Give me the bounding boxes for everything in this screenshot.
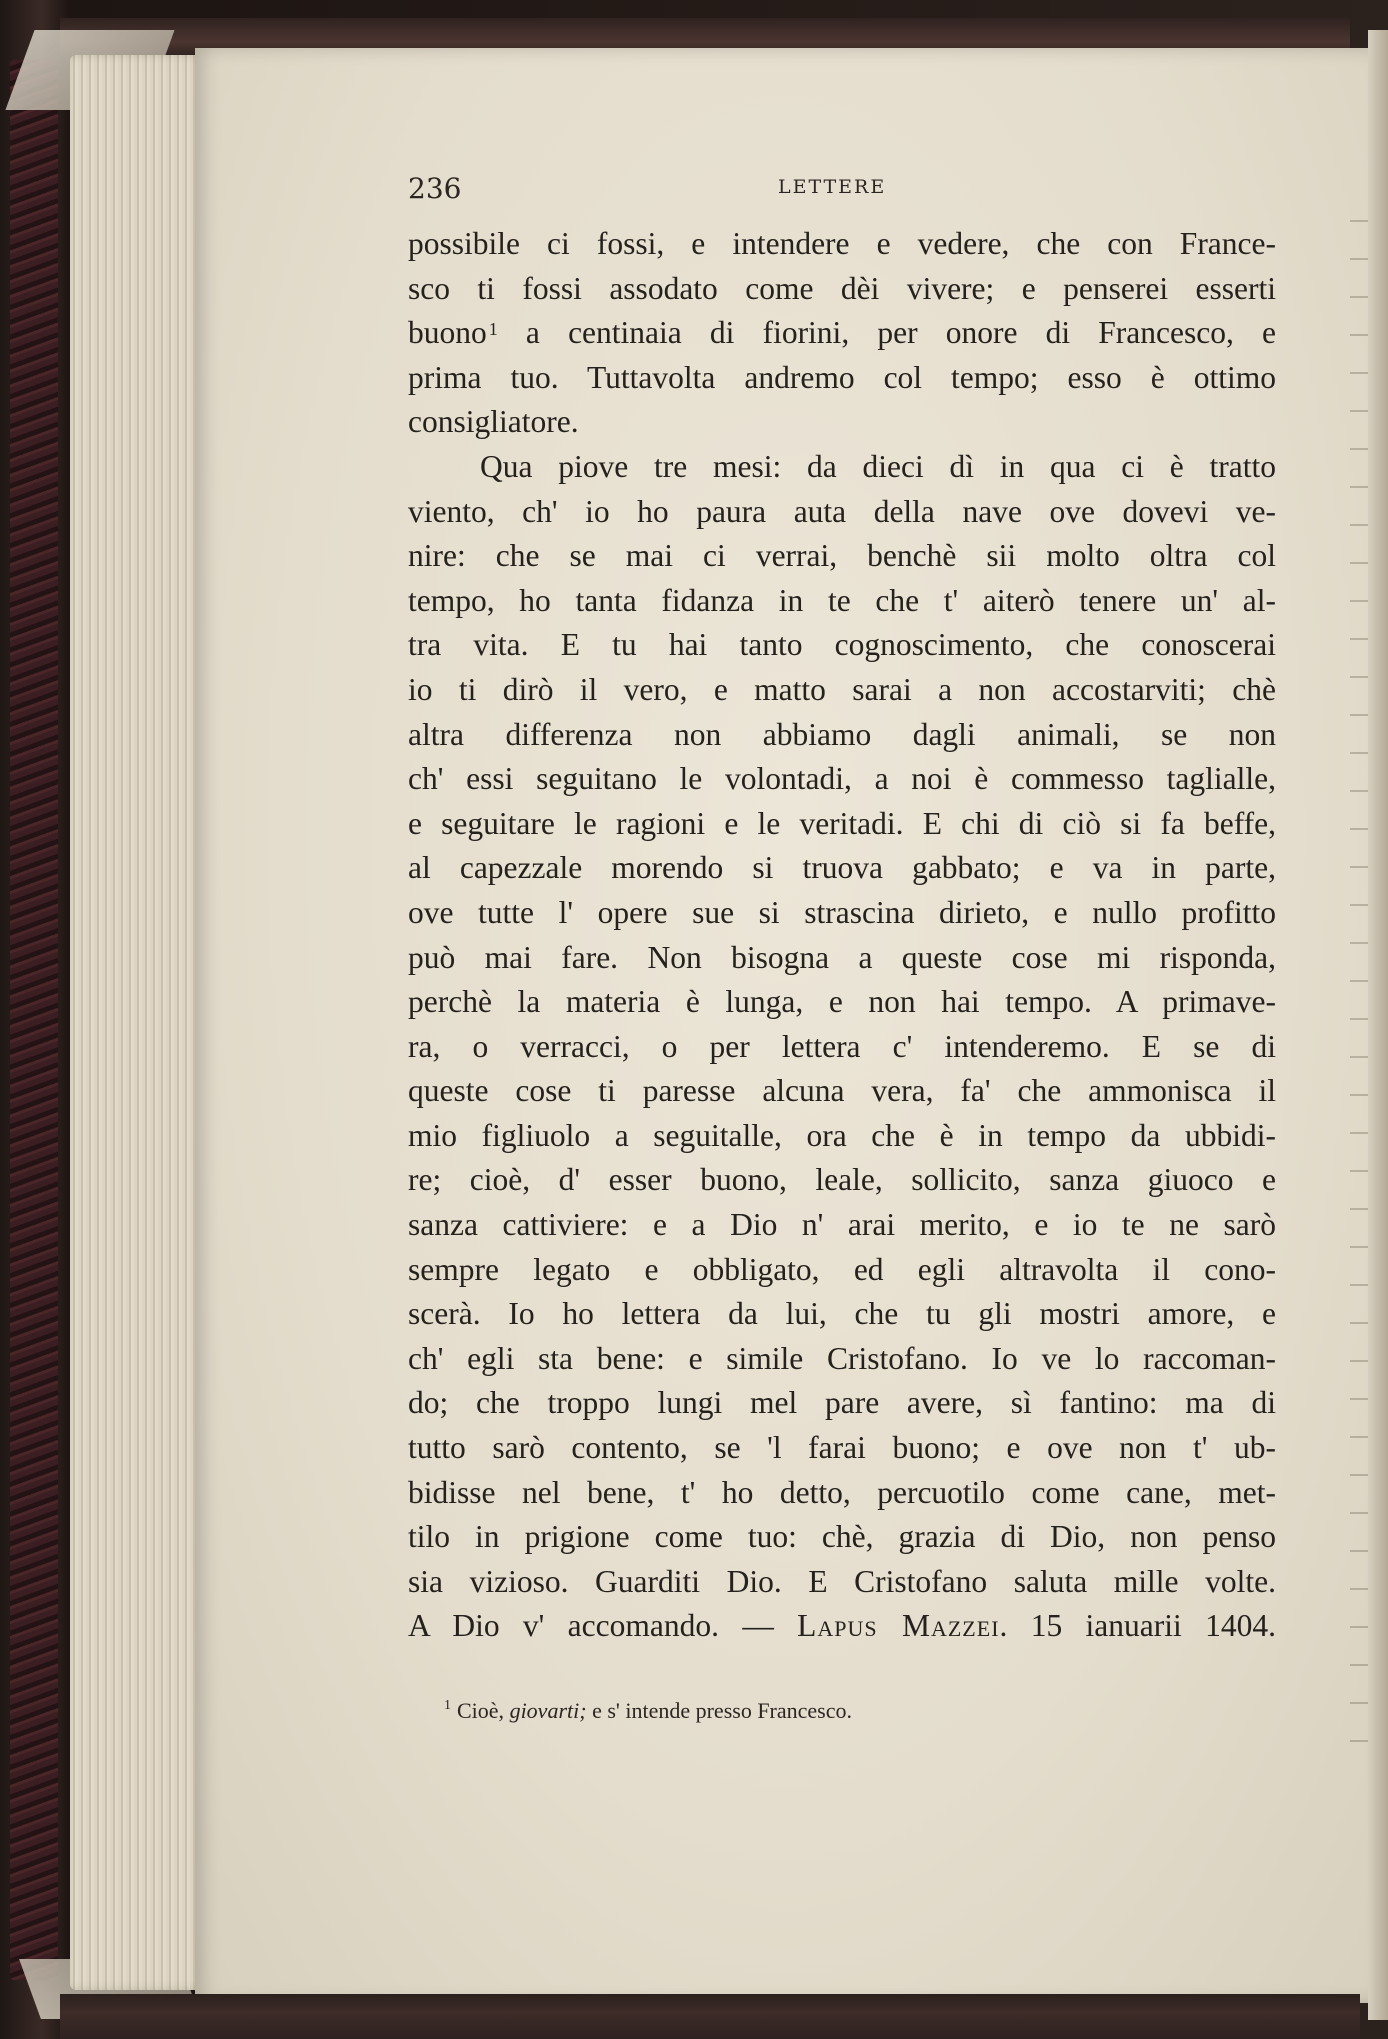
text-line: ove tutte l' opere sue si strascina dirieto, e nullo profitto bbox=[408, 894, 1276, 930]
facing-page-text-bleed bbox=[1350, 220, 1368, 1760]
bottom-binding-edge bbox=[60, 1994, 1360, 2039]
text-line: re; cioè, d' esser buono, leale, sollicito, sanza giuoco e bbox=[408, 1162, 1276, 1198]
text-line: io ti dirò il vero, e matto sarai a non accostarviti; chè bbox=[408, 671, 1276, 707]
text-line-with-footnote bbox=[408, 311, 1276, 356]
text-line: do; che troppo lungi mel pare avere, sì fantino: ma di bbox=[408, 1385, 1276, 1421]
text-line: mio figliuolo a seguitalle, ora che è in tempo da ubbidi- bbox=[408, 1117, 1276, 1153]
text-line: nire: che se mai ci verrai, benchè sii molto oltra col bbox=[408, 538, 1276, 574]
text-line: consigliatore. bbox=[408, 404, 579, 440]
closing-prefix: A Dio v' accomando. — bbox=[408, 1608, 798, 1644]
text-line: al capezzale morendo si truova gabbato; e va in parte, bbox=[408, 850, 1276, 886]
closing-date: . 15 ianuarii 1404. bbox=[999, 1608, 1276, 1644]
footnote-reference: 1 bbox=[488, 319, 498, 340]
text-line: prima tuo. Tuttavolta andremo col tempo; esso è ottimo bbox=[408, 359, 1276, 395]
paragraph-start: Qua piove tre mesi: da dieci dì in qua ci è tratto bbox=[480, 448, 1276, 484]
text-line: ch' egli sta bene: e simile Cristofano. Io ve lo raccoman- bbox=[408, 1340, 1276, 1376]
page-header bbox=[408, 172, 1276, 212]
text-line: viento, ch' io ho paura auta della nave ove dovevi ve- bbox=[408, 493, 1276, 529]
text-line: bidisse nel bene, t' ho detto, percuotilo come cane, met- bbox=[408, 1474, 1276, 1510]
text-line: scerà. Io ho lettera da lui, che tu gli mostri amore, e bbox=[408, 1296, 1276, 1332]
footnote-italic: giovarti; bbox=[509, 1698, 587, 1723]
text-line: possibile ci fossi, e intendere e vedere, che con France- bbox=[408, 226, 1276, 261]
text-line: tempo, ho tanta fidanza in te che t' aiterò tenere un' al- bbox=[408, 582, 1276, 618]
text-line: sempre legato e obbligato, ed egli altravolta il cono- bbox=[408, 1251, 1276, 1287]
footnote-mark: 1 bbox=[444, 1698, 451, 1713]
footnote-text-before: Cioè, bbox=[457, 1698, 510, 1723]
closing-line bbox=[408, 1604, 1276, 1649]
line-rest: a centinaia di fiorini, per onore di Francesco, e bbox=[525, 315, 1277, 351]
text-line: sanza cattiviere: e a Dio n' arai merito, e io te ne sarò bbox=[408, 1207, 1276, 1243]
marbled-cover-edge bbox=[10, 60, 58, 1980]
line-prefix: buono bbox=[408, 315, 487, 351]
text-line: tutto sarò contento, se 'l farai buono; e ove non t' ub- bbox=[408, 1430, 1276, 1466]
page-stack-edge bbox=[70, 55, 210, 1990]
body-text bbox=[408, 222, 1276, 1649]
text-line: tilo in prigione come tuo: chè, grazia di Dio, non penso bbox=[408, 1519, 1276, 1555]
facing-page-edge bbox=[1368, 30, 1388, 2020]
text-line: ra, o verracci, o per lettera c' intenderemo. E se di bbox=[408, 1028, 1276, 1064]
text-line: sia vizioso. Guarditi Dio. E Cristofano saluta mille volte. bbox=[408, 1563, 1276, 1599]
text-line: sco ti fossi assodato come dèi vivere; e penserei esserti bbox=[408, 270, 1276, 306]
text-line: può mai fare. Non bisogna a queste cose mi risponda, bbox=[408, 939, 1276, 975]
text-line: queste cose ti paresse alcuna vera, fa' che ammonisca il bbox=[408, 1073, 1276, 1109]
text-line: ch' essi seguitano le volontadi, a noi è commesso taglialle, bbox=[408, 761, 1276, 797]
page-number: 236 bbox=[408, 172, 462, 205]
running-head: LETTERE bbox=[778, 176, 887, 198]
text-line: tra vita. E tu hai tanto cognoscimento, che conoscerai bbox=[408, 627, 1276, 663]
text-line: altra differenza non abbiamo dagli animali, se non bbox=[408, 716, 1276, 752]
footnote-text-after: e s' intende presso Francesco. bbox=[586, 1698, 853, 1723]
footnote bbox=[444, 1698, 1244, 1724]
text-line: perchè la materia è lunga, e non hai tempo. A primave- bbox=[408, 984, 1276, 1020]
text-line: e seguitare le ragioni e le veritadi. E chi di ciò si fa beffe, bbox=[408, 805, 1276, 841]
signature: Lapus Mazzei bbox=[797, 1608, 1000, 1644]
